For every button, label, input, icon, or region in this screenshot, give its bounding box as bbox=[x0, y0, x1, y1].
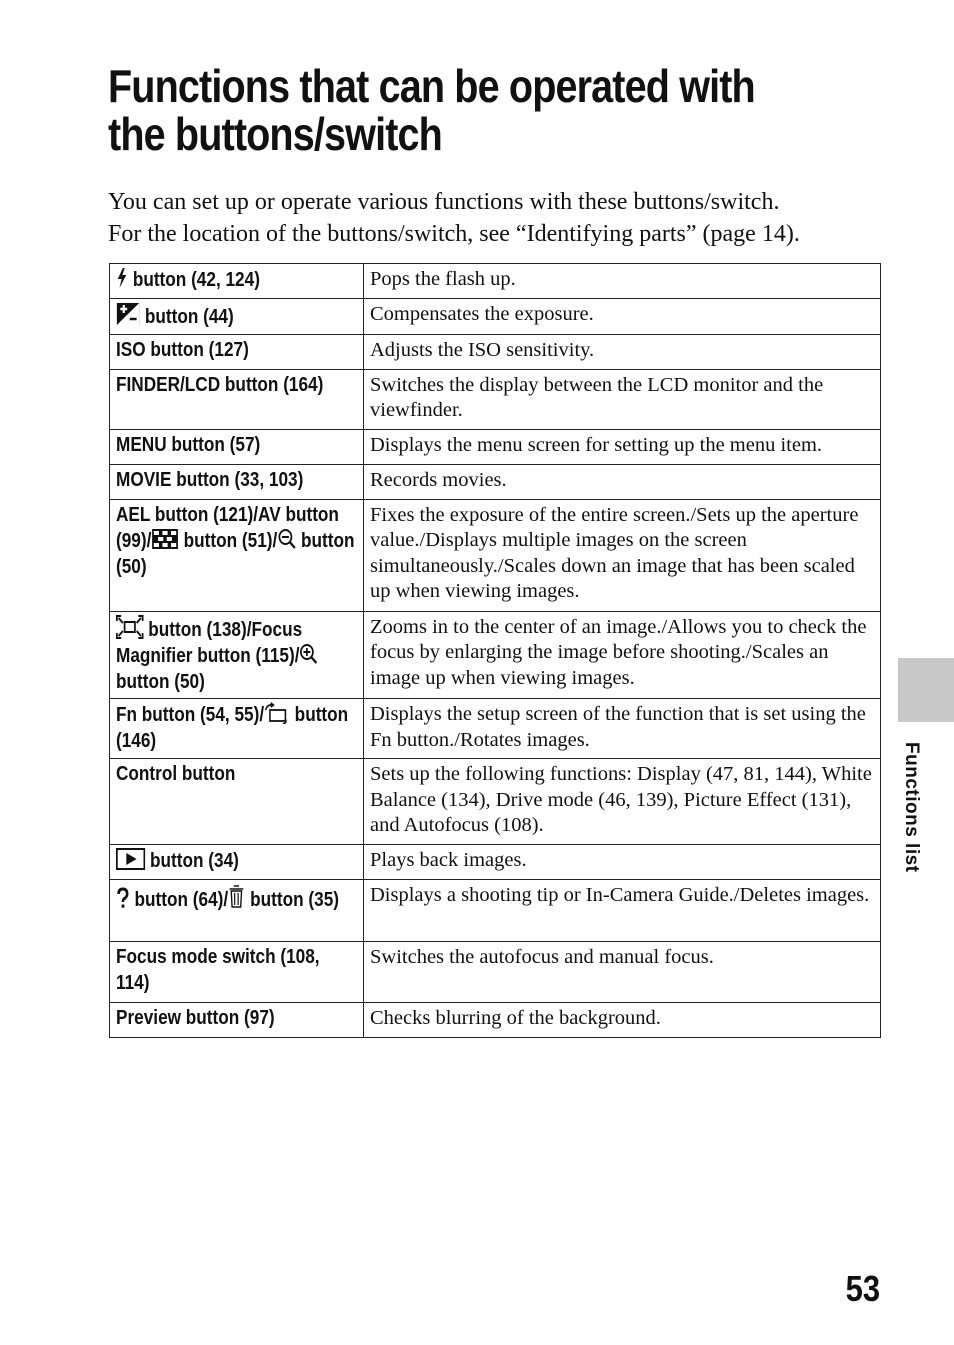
description-cell: Pops the flash up. bbox=[364, 264, 881, 299]
title-line-2: the buttons/switch bbox=[108, 108, 442, 160]
description-cell: Fixes the exposure of the entire screen./Sets up the aperture value./Displays multiple images on the screen simultaneously./Scales down an image that has been scaled up when viewing images. bbox=[364, 499, 881, 611]
table-row bbox=[110, 880, 881, 942]
table-row bbox=[110, 299, 881, 335]
button-name-cell bbox=[110, 759, 364, 845]
button-name: button (44) bbox=[140, 306, 234, 328]
table-row bbox=[110, 334, 881, 369]
table-row bbox=[110, 1003, 881, 1038]
button-name: button (42, 124) bbox=[128, 269, 260, 291]
intro-line-2: For the location of the buttons/switch, see “Identifying parts” (page 14). bbox=[108, 221, 800, 247]
intro-line-1: You can set up or operate various functions with these buttons/switch. bbox=[108, 189, 780, 215]
button-name: button (34) bbox=[145, 850, 239, 872]
button-name: Focus mode switch (108, 114) bbox=[116, 946, 320, 994]
button-name: ISO button (127) bbox=[116, 338, 249, 361]
button-name: FINDER/LCD button (164) bbox=[116, 373, 324, 396]
button-name: button (50) bbox=[116, 670, 205, 693]
button-name-cell bbox=[110, 611, 364, 699]
description-cell: Switches the autofocus and manual focus. bbox=[364, 942, 881, 1003]
index-grid-icon bbox=[151, 528, 179, 550]
trash-icon bbox=[228, 883, 245, 909]
help-icon bbox=[116, 887, 130, 909]
button-name: button (138)/Focus Magnifier button (115)/ bbox=[116, 618, 303, 667]
center-zoom-icon bbox=[116, 615, 144, 639]
table-row bbox=[110, 759, 881, 845]
button-name: MENU button (57) bbox=[116, 433, 261, 456]
button-name: MOVIE button (33, 103) bbox=[116, 468, 304, 491]
description-cell: Adjusts the ISO sensitivity. bbox=[364, 334, 881, 369]
table-row bbox=[110, 264, 881, 299]
table-row bbox=[110, 611, 881, 699]
description-cell: Records movies. bbox=[364, 464, 881, 499]
table-row bbox=[110, 429, 881, 464]
button-name: button (146) bbox=[116, 704, 349, 752]
flash-icon bbox=[116, 267, 128, 289]
description-cell: Displays the menu screen for setting up the menu item. bbox=[364, 429, 881, 464]
button-name: Preview button (97) bbox=[116, 1007, 275, 1029]
button-name-cell bbox=[110, 880, 364, 942]
title-line-1: Functions that can be operated with bbox=[108, 60, 755, 112]
description-cell: Displays the setup screen of the function that is set using the Fn button./Rotates images. bbox=[364, 699, 881, 759]
button-name-cell bbox=[110, 429, 364, 464]
description-cell: Compensates the exposure. bbox=[364, 299, 881, 335]
button-name-cell bbox=[110, 699, 364, 759]
description-cell: Displays a shooting tip or In-Camera Guide./Deletes images. bbox=[364, 880, 881, 942]
table-row bbox=[110, 699, 881, 759]
button-name: button (51)/ bbox=[178, 530, 278, 552]
description-cell: Zooms in to the center of an image./Allows you to check the focus by enlarging the image before shooting./Scales an image up when viewing images. bbox=[364, 611, 881, 699]
button-name-cell bbox=[110, 464, 364, 499]
button-name: Control button bbox=[116, 763, 236, 785]
description-cell: Sets up the following functions: Display (47, 81, 144), White Balance (134), Drive mode (46, 139), Picture Effect (131), and Autofocus (108). bbox=[364, 759, 881, 845]
button-name-cell bbox=[110, 845, 364, 880]
button-name-cell bbox=[110, 264, 364, 299]
table-row bbox=[110, 499, 881, 611]
table-row bbox=[110, 845, 881, 880]
page-number: 53 bbox=[845, 1268, 880, 1309]
table-row bbox=[110, 369, 881, 429]
functions-table bbox=[109, 263, 881, 1038]
button-name-cell bbox=[110, 369, 364, 429]
button-name-cell bbox=[110, 334, 364, 369]
button-name: button (64)/ bbox=[129, 889, 229, 911]
button-name-cell bbox=[110, 942, 364, 1003]
button-name: AEL button (121)/AV button (99)/ bbox=[116, 503, 339, 552]
table-row bbox=[110, 464, 881, 499]
zoom-in-icon bbox=[299, 643, 318, 665]
button-name-cell bbox=[110, 299, 364, 335]
section-tab bbox=[898, 658, 954, 722]
play-icon bbox=[116, 848, 145, 870]
rotate-icon bbox=[264, 702, 290, 724]
description-cell: Switches the display between the LCD monitor and the viewfinder. bbox=[364, 369, 881, 429]
zoom-out-icon bbox=[277, 528, 296, 550]
section-label: Functions list bbox=[901, 742, 922, 873]
button-name-cell bbox=[110, 1003, 364, 1038]
button-name: button (50) bbox=[116, 530, 355, 578]
page-title bbox=[108, 62, 882, 158]
intro-text bbox=[108, 186, 888, 250]
button-name: button (35) bbox=[245, 889, 340, 911]
button-name-cell bbox=[110, 499, 364, 611]
button-name: Fn button (54, 55)/ bbox=[116, 704, 265, 726]
description-cell: Checks blurring of the background. bbox=[364, 1003, 881, 1038]
table-row bbox=[110, 942, 881, 1003]
exposure-compensation-icon bbox=[116, 302, 140, 326]
description-cell: Plays back images. bbox=[364, 845, 881, 880]
